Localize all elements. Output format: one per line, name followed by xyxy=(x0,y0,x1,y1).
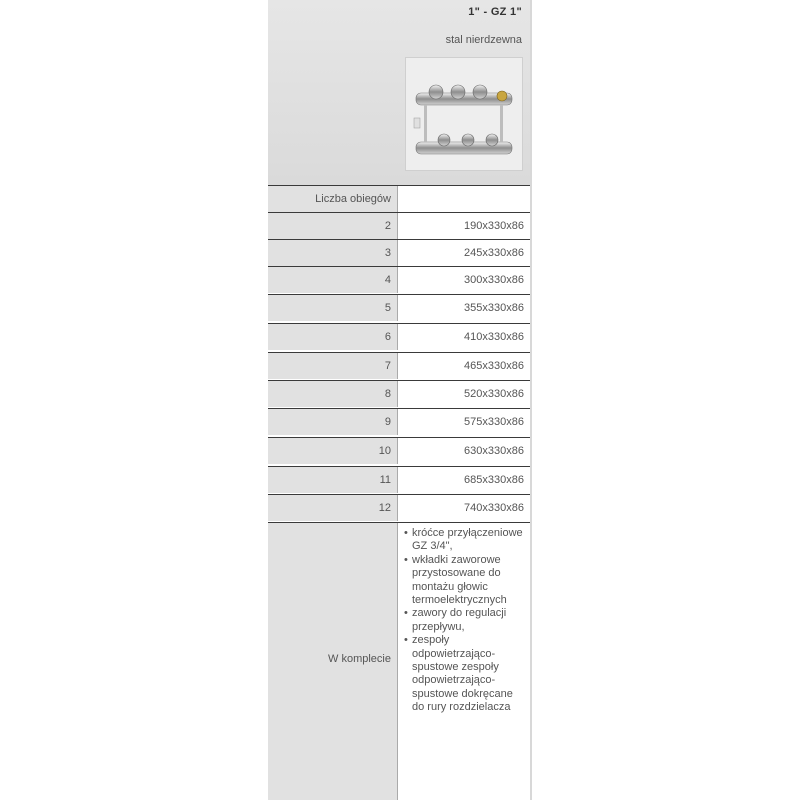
table-header-row xyxy=(268,185,530,212)
circuits-count: 5 xyxy=(268,295,398,321)
dimensions-value: 410x330x86 xyxy=(398,324,530,350)
spec-sheet xyxy=(268,0,530,800)
dimensions-value: 355x330x86 xyxy=(398,295,530,321)
kit-items-list xyxy=(404,527,528,715)
table-row xyxy=(268,466,530,493)
table-row xyxy=(268,380,530,407)
circuits-header: Liczba obiegów xyxy=(268,186,398,212)
circuits-count: 8 xyxy=(268,381,398,407)
circuits-count: 11 xyxy=(268,467,398,493)
table-row xyxy=(268,494,530,521)
manifold-photo-icon xyxy=(405,57,523,171)
dimensions-value: 245x330x86 xyxy=(398,240,530,266)
table-row xyxy=(268,294,530,321)
circuits-count: 12 xyxy=(268,495,398,521)
table-row xyxy=(268,323,530,350)
dimensions-value: 190x330x86 xyxy=(398,213,530,239)
dimensions-value: 465x330x86 xyxy=(398,353,530,379)
list-item: • króćce przyłączeniowe GZ 3/4", xyxy=(404,527,528,554)
dimensions-value: 685x330x86 xyxy=(398,467,530,493)
dimensions-value: 520x330x86 xyxy=(398,381,530,407)
kit-label: W komplecie xyxy=(328,653,391,665)
table-row xyxy=(268,212,530,239)
list-item: • wkładki zaworowe przystosowane do montażu głowic termoelektrycznych xyxy=(404,554,528,608)
kit-contents-row xyxy=(268,522,530,800)
dimensions-value: 575x330x86 xyxy=(398,409,530,435)
list-item: • zawory do regulacji przepływu, xyxy=(404,607,528,634)
product-header xyxy=(268,0,530,185)
product-title: 1" - GZ 1" xyxy=(468,6,522,18)
table-row xyxy=(268,352,530,379)
dimensions-value: 740x330x86 xyxy=(398,495,530,521)
product-material: stal nierdzewna xyxy=(445,34,522,46)
divider xyxy=(530,0,532,800)
circuits-count: 9 xyxy=(268,409,398,435)
circuits-count: 3 xyxy=(268,240,398,266)
circuits-count: 10 xyxy=(268,438,398,464)
circuits-count: 6 xyxy=(268,324,398,350)
table-row xyxy=(268,239,530,266)
circuits-count: 7 xyxy=(268,353,398,379)
list-item: • zespoły odpowietrzająco-spustowe zespoły odpowietrzająco-spustowe dokręcane do rury rozdzielacza xyxy=(404,634,528,714)
dimensions-value: 300x330x86 xyxy=(398,267,530,293)
circuits-count: 4 xyxy=(268,267,398,293)
circuits-count: 2 xyxy=(268,213,398,239)
table-row xyxy=(268,437,530,464)
table-row xyxy=(268,408,530,435)
dimensions-value: 630x330x86 xyxy=(398,438,530,464)
table-row xyxy=(268,266,530,293)
